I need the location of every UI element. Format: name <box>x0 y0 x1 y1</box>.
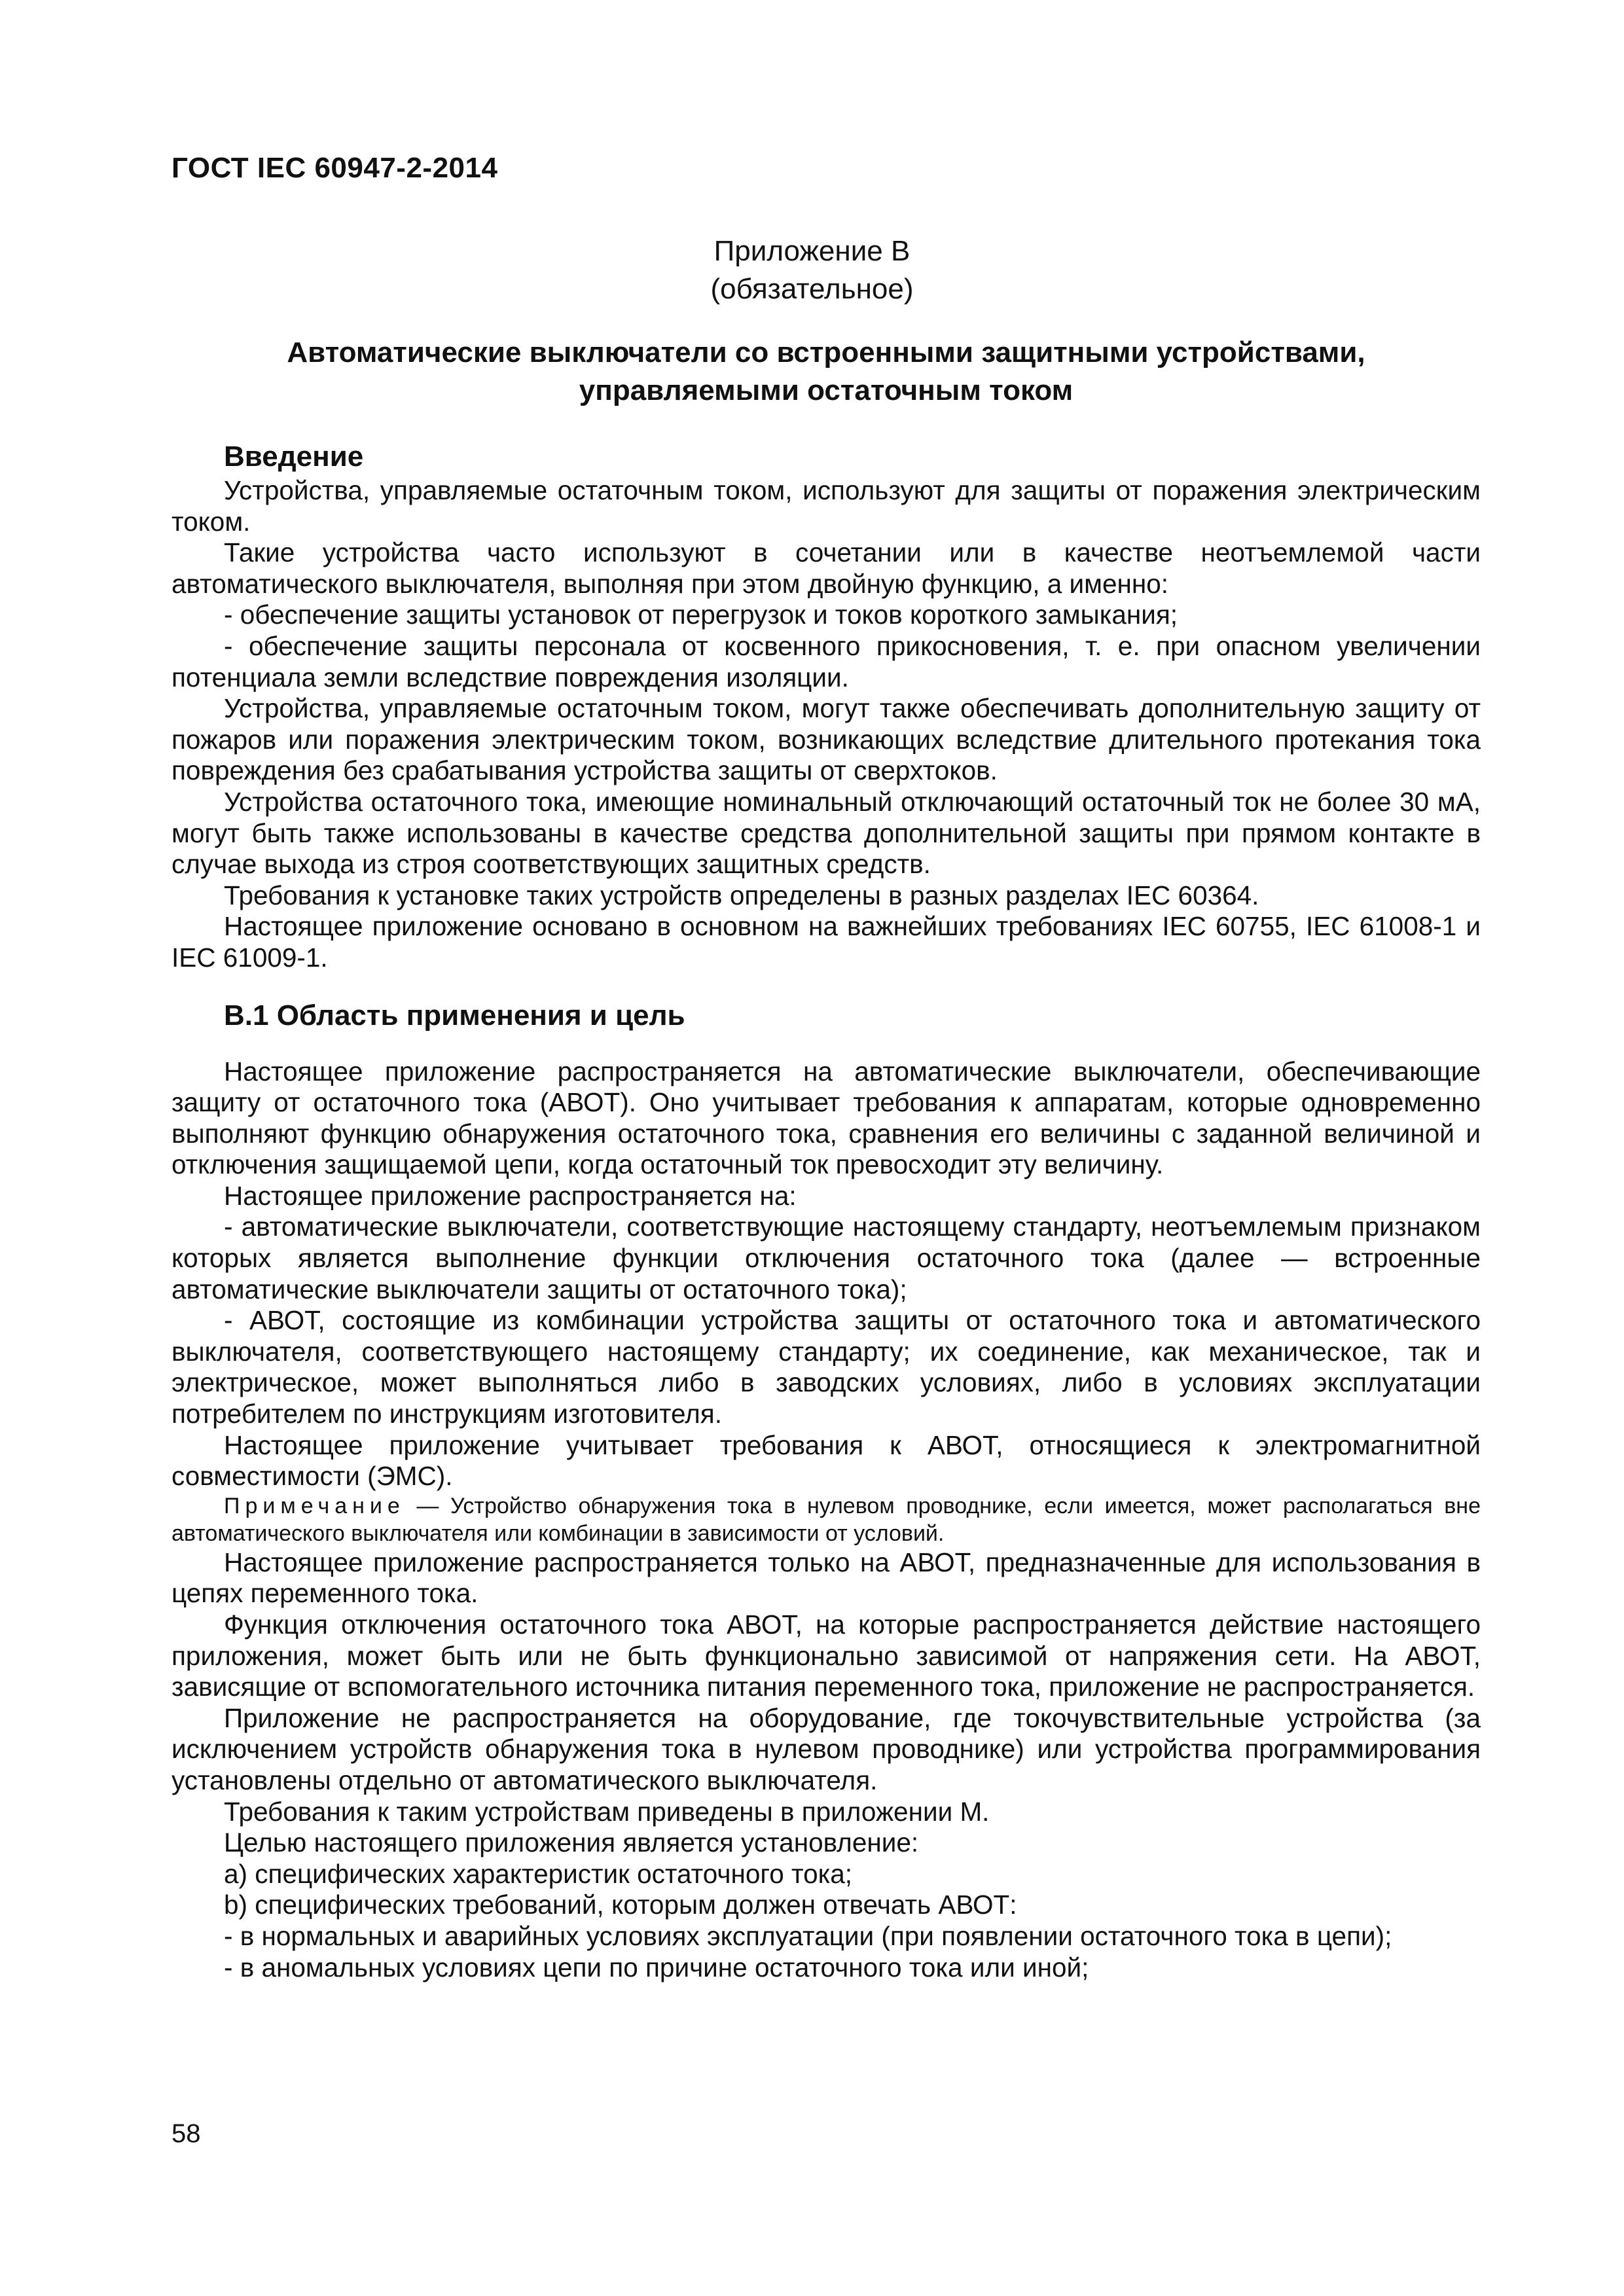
note-label: Примечание <box>224 1493 405 1518</box>
intro-paragraph: Устройства, управляемые остаточным током, используют для защиты от поражения электрическим током. <box>171 475 1481 537</box>
b1-paragraph: Настоящее приложение учитывает требования к АВОТ, относящиеся к электромагнитной совместимости (ЭМС). <box>171 1429 1481 1492</box>
b1-paragraph: Настоящее приложение распространяется на автоматические выключатели, обеспечивающие защиту от остаточного тока (АВОТ). Оно учитывает требования к аппаратам, которые одновременно выполняют функцию обнаружения остаточного тока, сравнения его величины с заданной величиной и отключения защищаемой цепи, когда остаточный ток превосходит эту величину. <box>171 1056 1481 1180</box>
b1-list-item: - автоматические выключатели, соответствующие настоящему стандарту, неотъемлемым признаком которых является выполнение функции отключения остаточного тока (далее — встроенные автоматические выключатели защиты от остаточного тока); <box>171 1211 1481 1304</box>
note <box>171 1492 1481 1547</box>
appendix-title-line-1: Автоматические выключатели со встроенными защитными устройствами, <box>287 336 1365 368</box>
appendix-title <box>171 334 1481 410</box>
appendix-title-line-2: управляемыми остаточным током <box>579 374 1074 406</box>
intro-paragraph: Настоящее приложение основано в основном на важнейших требованиях IEC 60755, IEC 61008-1 и IEC 61009-1. <box>171 911 1481 973</box>
intro-paragraph: Устройства остаточного тока, имеющие номинальный отключающий остаточный ток не более 30 мА, могут быть также использованы в качестве средства дополнительной защиты при прямом контакте в случае выхода из строя соответствующих защитных средств. <box>171 786 1481 880</box>
note-text: — Устройство обнаружения тока в нулевом проводнике, если имеется, может располагаться вне автоматического выключателя или комбинации в зависимости от условий. <box>171 1493 1481 1546</box>
b1-list-item: - АВОТ, состоящие из комбинации устройства защиты от остаточного тока и автоматического выключателя, соответствующего настоящему стандарту; их соединение, как механическое, так и электрическое, может выполняться либо в заводских условиях, либо в условиях эксплуатации потребителем по инструкциям изготовителя. <box>171 1305 1481 1429</box>
b1-paragraph: Целью настоящего приложения является установление: <box>224 1827 919 1858</box>
appendix-name: Приложение В <box>713 235 911 267</box>
appendix-label <box>0 232 1624 308</box>
section-b1-title: В.1 Область применения и цель <box>224 999 685 1031</box>
intro-list-item: - обеспечение защиты установок от перегрузок и токов короткого замыкания; <box>224 600 1178 630</box>
intro-list-item: - обеспечение защиты персонала от косвенного прикосновения, т. е. при опасном увеличении потенциала земли вследствие повреждения изоляции. <box>171 630 1481 692</box>
b1-list-item: - в нормальных и аварийных условиях эксплуатации (при появлении остаточного тока в цепи); <box>224 1920 1392 1951</box>
b1-paragraph: Требования к таким устройствам приведены в приложении М. <box>224 1796 990 1827</box>
b1-paragraph: Настоящее приложение распространяется только на АВОТ, предназначенные для использования в цепях переменного тока. <box>171 1547 1481 1609</box>
intro-paragraph: Требования к установке таких устройств определены в разных разделах IEC 60364. <box>224 880 1259 910</box>
introduction-title: Введение <box>224 440 364 473</box>
b1-paragraph: Настоящее приложение распространяется на: <box>224 1180 797 1211</box>
document-body <box>171 439 1481 1983</box>
b1-list-item: a) специфических характеристик остаточного тока; <box>224 1858 853 1889</box>
intro-paragraph: Такие устройства часто используют в сочетании или в качестве неотъемлемой части автоматического выключателя, выполняя при этом двойную функцию, а именно: <box>171 537 1481 599</box>
appendix-status: (обязательное) <box>710 273 914 305</box>
b1-paragraph: Функция отключения остаточного тока АВОТ, на которые распространяется действие настоящего приложения, может быть или не быть функционально зависимой от напряжения сети. На АВОТ, зависящие от вспомогательного источника питания переменного тока, приложение не распространяется. <box>171 1609 1481 1702</box>
b1-list-item: - в аномальных условиях цепи по причине остаточного тока или иной; <box>224 1952 1089 1982</box>
page-number: 58 <box>171 2119 201 2148</box>
b1-list-item: b) специфических требований, которым должен отвечать АВОТ: <box>224 1890 1017 1920</box>
intro-paragraph: Устройства, управляемые остаточным током, могут также обеспечивать дополнительную защиту от пожаров или поражения электрическим током, возникающих вследствие длительного протекания тока повреждения без срабатывания устройства защиты от сверхтоков. <box>171 693 1481 786</box>
standard-code-header: ГОСТ IEC 60947-2-2014 <box>171 152 498 184</box>
b1-paragraph: Приложение не распространяется на оборудование, где токочувствительные устройства (за исключением устройств обнаружения тока в нулевом проводнике) или устройства программирования установлены отдельно от автоматического выключателя. <box>171 1702 1481 1795</box>
